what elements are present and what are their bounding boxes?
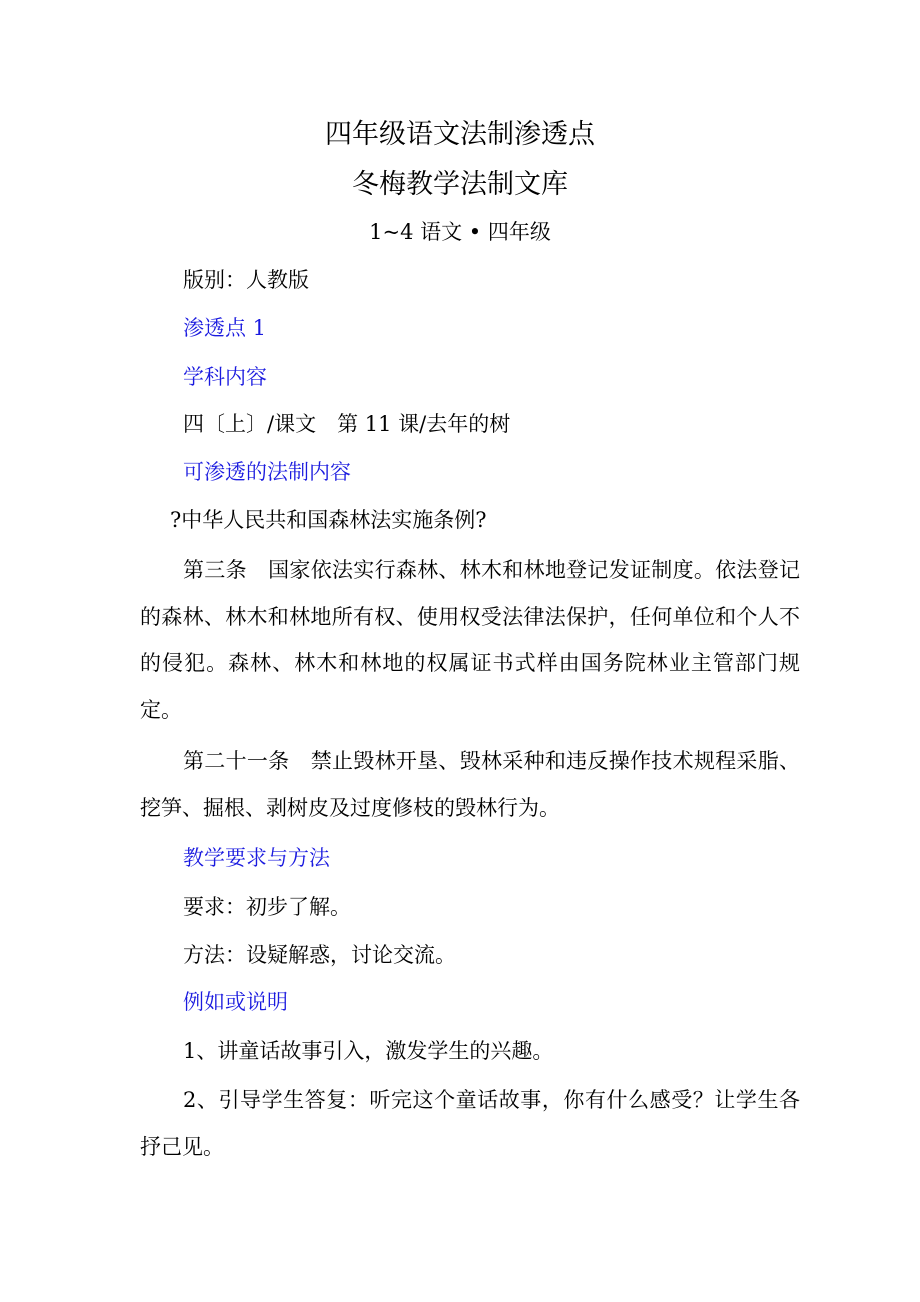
article-3-paragraph: 第三条 国家依法实行森林、林木和林地登记发证制度。依法登记的森林、林木和林地所有权、使用权受法律法保护，任何单位和个人不的侵犯。森林、林木和林地的权属证书式样由国务院林业主管部门规定。 xyxy=(140,558,800,722)
step-2-paragraph: 2、引导学生答复：听完这个童话故事，你有什么感受？让学生各抒己见。 xyxy=(140,1088,800,1159)
law-heading: 可渗透的法制内容 xyxy=(183,460,351,484)
article-21-paragraph: 第二十一条 禁止毁林开垦、毁林采种和违反操作技术规程采脂、挖笋、掘根、剥树皮及过度修枝的毁林行为。 xyxy=(140,749,800,820)
lesson-line: 四〔上〕/课文 第 11 课/去年的树 xyxy=(183,412,511,436)
method-heading: 教学要求与方法 xyxy=(183,846,330,870)
example-heading: 例如或说明 xyxy=(183,990,288,1014)
step-1-line: 1、讲童话故事引入，激发学生的兴趣。 xyxy=(183,1039,554,1063)
edition-line: 版别：人教版 xyxy=(183,268,309,292)
subject-heading: 学科内容 xyxy=(183,365,267,389)
law-title: ?中华人民共和国森林法实施条例? xyxy=(170,508,487,532)
method-line: 方法：设疑解惑，讨论交流。 xyxy=(183,943,456,967)
document-subtitle: 冬梅教学法制文库 xyxy=(352,169,568,200)
point-heading: 渗透点 1 xyxy=(183,316,267,340)
grade-line: 1~4 语文 • 四年级 xyxy=(369,220,551,244)
document-title: 四年级语文法制渗透点 xyxy=(325,119,595,150)
requirement-line: 要求：初步了解。 xyxy=(183,895,351,919)
